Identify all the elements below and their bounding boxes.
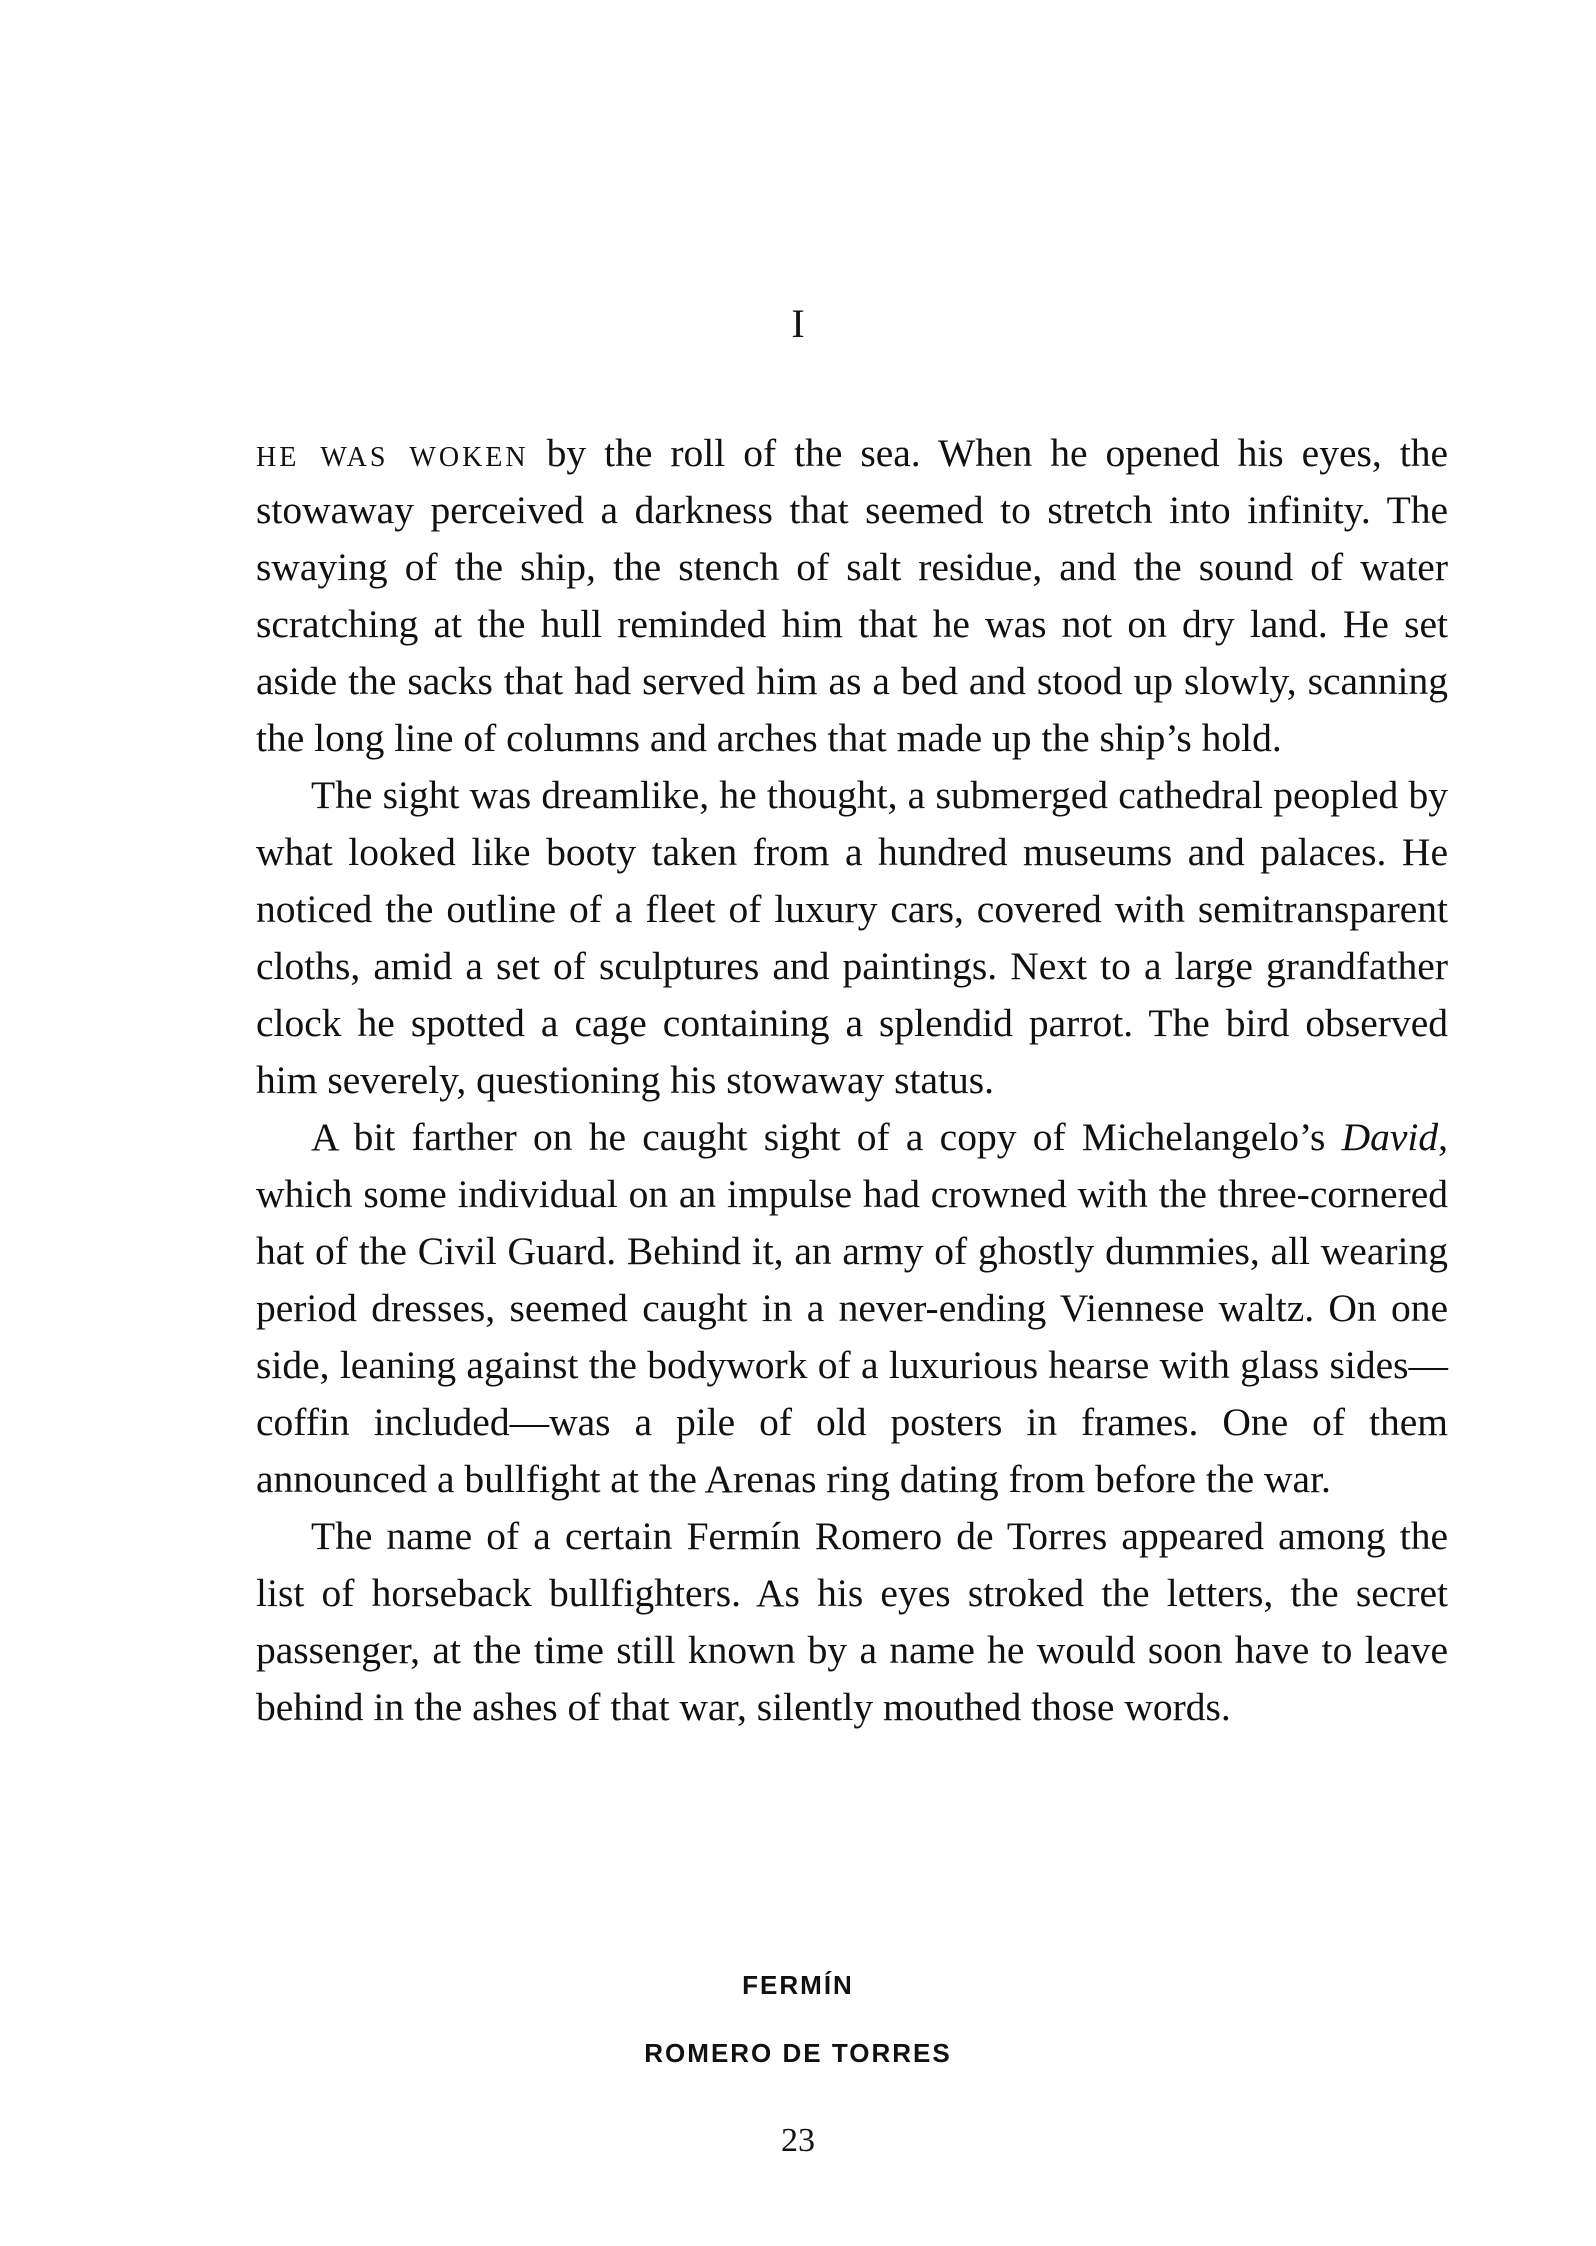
paragraph-1-text: by the roll of the sea. When he opened his eyes, the stowaway perceived a darkness that seemed to stretch into infinity. The swaying of the ship, the stench of salt residue, and the sound of water scratching at the hull reminded him that he was not on dry land. He set aside the sacks that had served him as a bed and stood up slowly, scanning the long line of columns and arches that made up the ship’s hold. [256,431,1448,760]
paragraph-3-text-after: , which some individual on an impulse had crowned with the three-cornered hat of the Civil Guard. Behind it, an army of ghostly dummies, all wearing period dresses, seemed caught in a never-ending Viennese waltz. On one side, leaning against the bodywork of a luxurious hearse with glass sides—coffin included—was a pile of old posters in frames. One of them announced a bullfight at the Arenas ring dating from before the war. [256,1115,1448,1501]
poster-name-line-2: ROMERO DE TORRES [644,2038,952,2068]
chapter-number: I [791,301,805,346]
paragraph-1 [256,425,1448,767]
paragraph-4: The name of a certain Fermín Romero de Torres appeared among the list of horseback bullfighters. As his eyes stroked the letters, the secret passenger, at the time still known by a name he would soon have to leave behind in the ashes of that war, silently mouthed those words. [256,1514,1448,1729]
paragraph-2: The sight was dreamlike, he thought, a submerged cathedral peopled by what looked like booty taken from a hundred museums and palaces. He noticed the outline of a fleet of luxury cars, covered with semitransparent cloths, amid a set of sculptures and paintings. Next to a large grandfather clock he spotted a cage containing a splendid parrot. The bird observed him severely, questioning his stowaway status. [256,773,1448,1102]
artwork-title: David [1341,1115,1439,1159]
opening-smallcaps: he was woken [256,431,529,475]
chapter-body [256,425,1448,1736]
paragraph-3-text-before: A bit farther on he caught sight of a copy of Michelangelo’s [311,1115,1342,1159]
page-number: 23 [781,2122,815,2159]
poster-name-line-1: FERMÍN [742,1970,854,2000]
paragraph-3 [256,1109,1448,1508]
